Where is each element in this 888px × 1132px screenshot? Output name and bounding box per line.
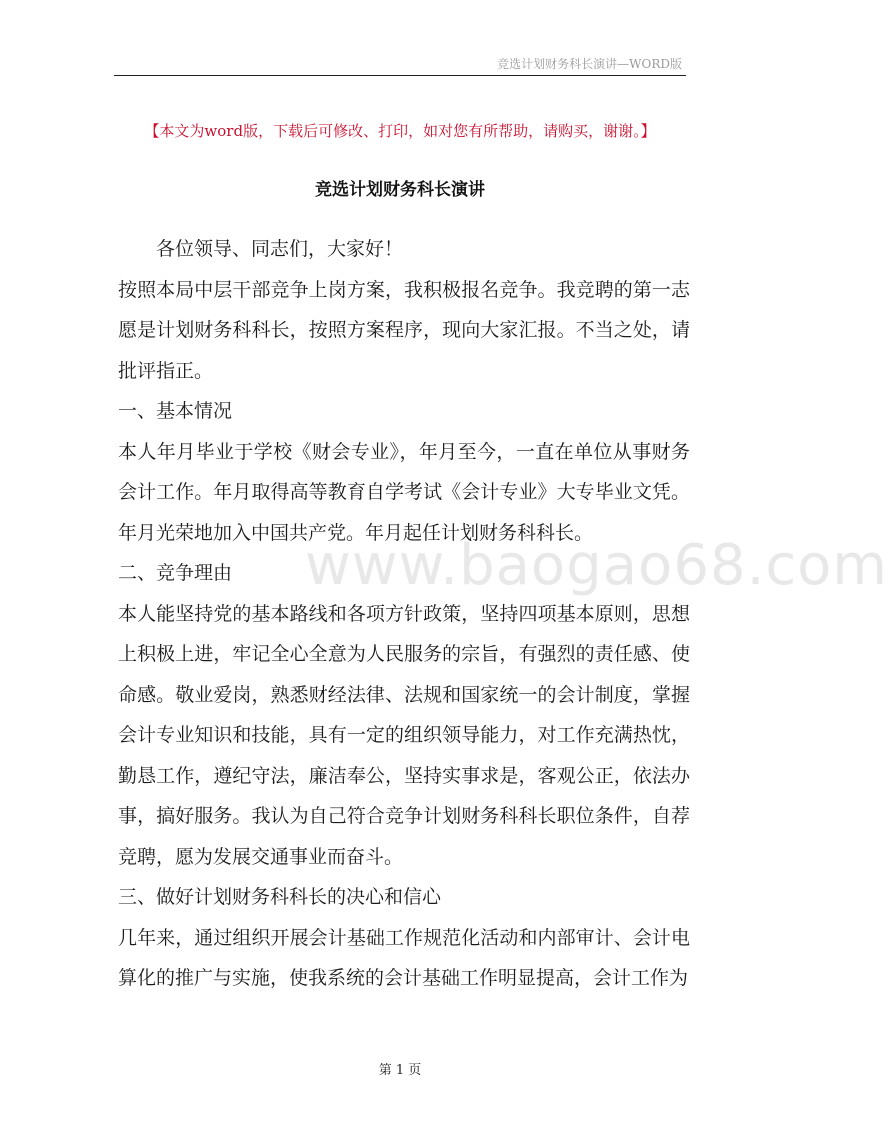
- section-heading-reasons: 二、竞争理由: [118, 562, 233, 584]
- greeting-paragraph: 各位领导、同志们，大家好！: [156, 238, 404, 260]
- basic-info-paragraph: 本人年月毕业于学校《财会专业》，年月至今，一直在单位从事财务会计工作。年月取得高等教育自学考试《会计专业》大专毕业文凭。年月光荣地加入中国共产党。年月起任计划财务科科长。: [118, 440, 690, 544]
- intro-paragraph: 按照本局中层干部竞争上岗方案，我积极报名竞争。我竞聘的第一志愿是计划财务科科长，按照方案程序，现向大家汇报。不当之处，请批评指正。: [118, 278, 690, 382]
- document-title: 竞选计划财务科长演讲: [315, 180, 485, 200]
- section-heading-determination: 三、做好计划财务科科长的决心和信心: [118, 886, 442, 908]
- document-body: [118, 229, 690, 999]
- page-number: 第 1 页: [378, 1063, 422, 1078]
- purchase-notice: 【本文为word版，下载后可修改、打印，如对您有所帮助，请购买，谢谢。】: [144, 122, 656, 140]
- running-header: 竞选计划财务科长演讲—WORD版: [497, 57, 682, 71]
- determination-paragraph: 几年来，通过组织开展会计基础工作规范化活动和内部审计、会计电算化的推广与实施，使我系统的会计基础工作明显提高，会计工作为: [118, 926, 690, 989]
- watermark-text: www.baogao68.com: [305, 533, 888, 598]
- section-heading-basic-info: 一、基本情况: [118, 400, 233, 422]
- reasons-paragraph: 本人能坚持党的基本路线和各项方针政策，坚持四项基本原则，思想上积极上进，牢记全心全意为人民服务的宗旨，有强烈的责任感、使命感。敬业爱岗，熟悉财经法律、法规和国家统一的会计制度，掌握会计专业知识和技能，具有一定的组织领导能力，对工作充满热忱，勤恳工作，遵纪守法，廉洁奉公，坚持实事求是，客观公正，依法办事，搞好服务。我认为自己符合竞争计划财务科科长职位条件，自荐竞聘，愿为发展交通事业而奋斗。: [118, 602, 690, 868]
- header-divider: [114, 75, 686, 76]
